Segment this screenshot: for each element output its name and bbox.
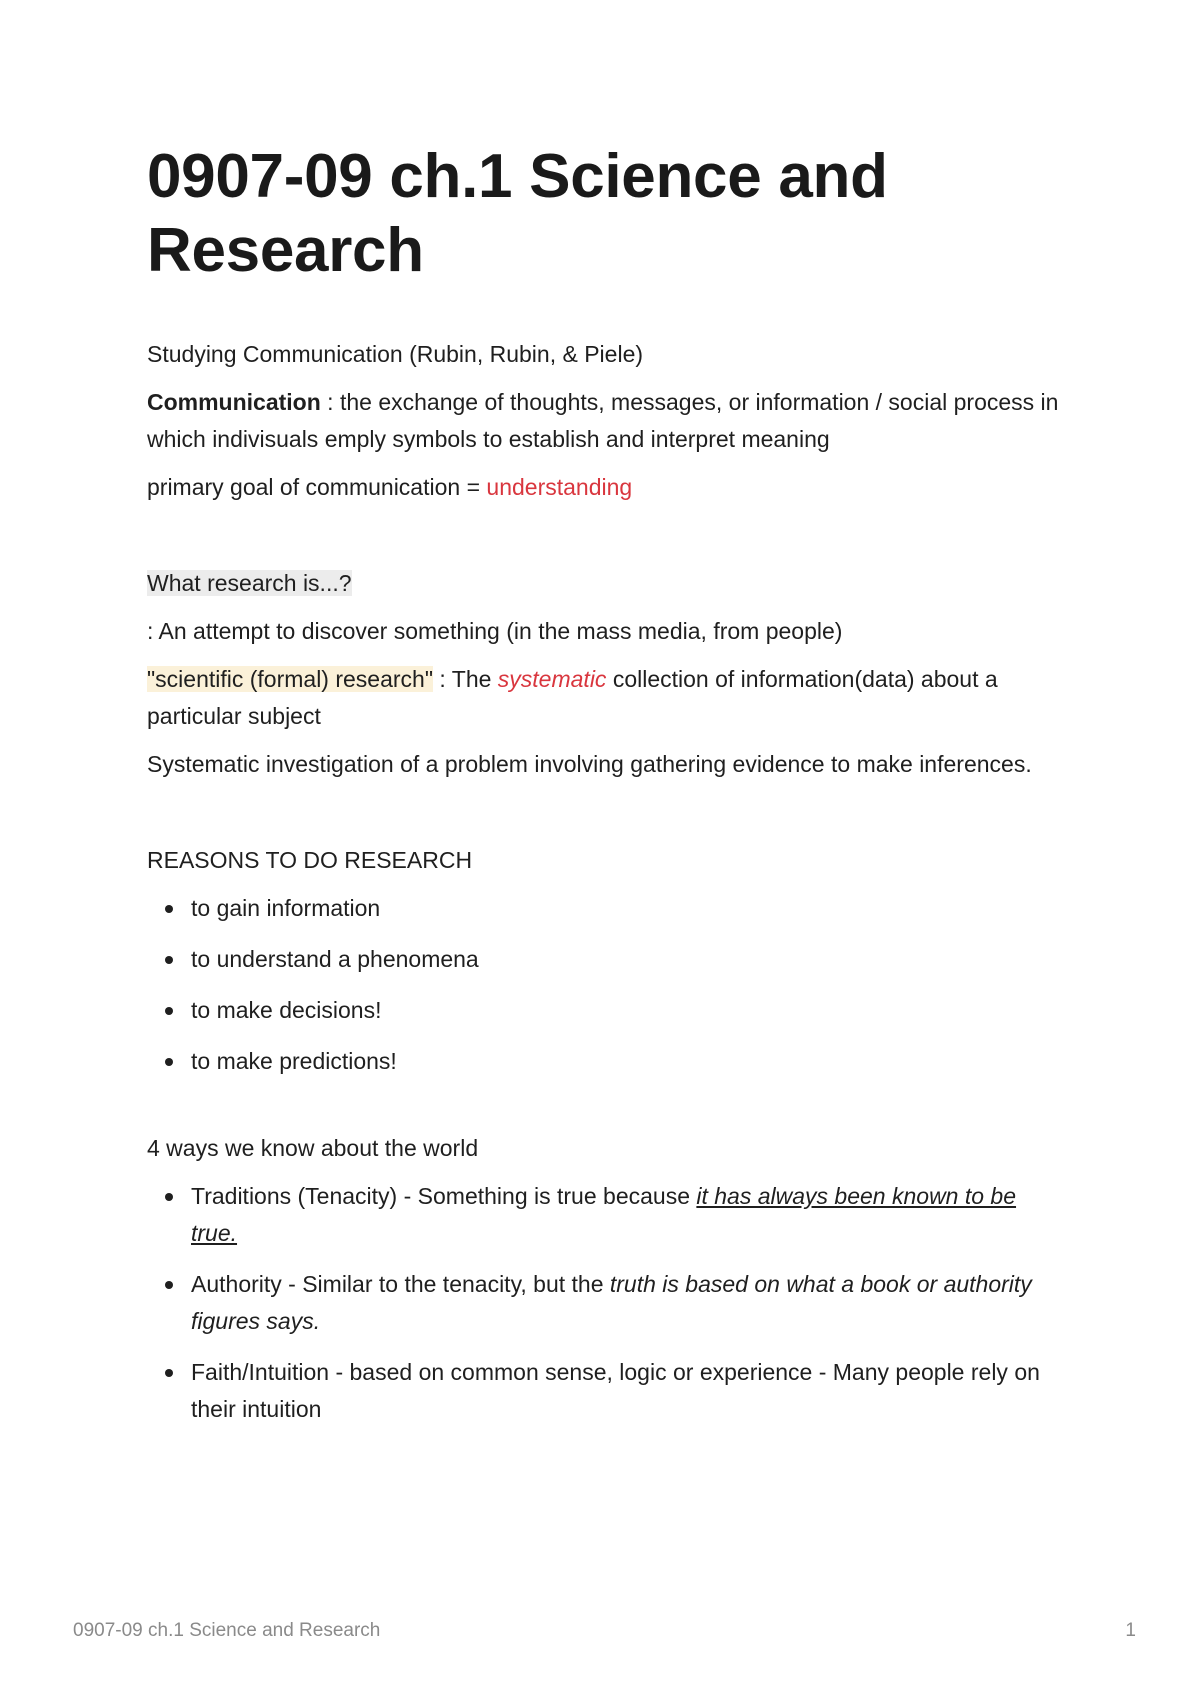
ways-list [147,1178,1067,1428]
reasons-list [147,890,1067,1080]
scientific-research-emph: systematic [497,666,607,692]
way-text: Authority - Similar to the tenacity, but the [191,1271,610,1297]
primary-goal-text: primary goal of communication = [147,474,487,500]
way-text: Faith/Intuition - based on common sense, logic or experience - Many people rely on their intuition [191,1359,1040,1422]
ways-heading: 4 ways we know about the world [147,1135,479,1161]
scientific-research-post: collection of information(data) about a particular subject [147,666,998,729]
reason-text: to make decisions! [191,997,382,1023]
list-item [191,1354,1067,1428]
bullet-icon [165,956,173,964]
scientific-research-line [147,661,1067,735]
bullet-icon [165,1281,173,1289]
spacer [147,1094,1067,1130]
list-item [191,1043,1067,1080]
reasons-heading: REASONS TO DO RESEARCH [147,847,473,873]
primary-goal-highlight: understanding [486,474,633,500]
bullet-icon [165,1007,173,1015]
spacer [147,794,1067,842]
communication-term: Communication [147,389,321,415]
primary-goal-line [147,469,1067,506]
way-emphasis: truth is based on what a book or authority figures says. [191,1271,1032,1334]
scientific-research-pre: : The [433,666,498,692]
document-content [147,140,1067,1442]
page-title: 0907-09 ch.1 Science and Research [147,142,888,285]
list-item [191,1178,1067,1252]
list-item [191,1266,1067,1340]
research-attempt: : An attempt to discover something (in the mass media, from people) [147,618,843,644]
communication-text: : the exchange of thoughts, messages, or information / social process in which indivisuals emply symbols to establish and interpret meaning [147,389,1059,452]
reason-text: to make predictions! [191,1048,397,1074]
reason-text: to gain information [191,895,381,921]
research-heading: What research is...? [147,570,352,596]
systematic-investigation: Systematic investigation of a problem involving gathering evidence to make inferences. [147,751,1032,777]
bullet-icon [165,1369,173,1377]
bullet-icon [165,905,173,913]
footer-doc-title: 0907-09 ch.1 Science and Research [73,1620,381,1641]
bullet-icon [165,1058,173,1066]
way-emphasis: it has always been known to be true. [191,1183,1017,1246]
communication-definition [147,384,1067,458]
list-item [191,992,1067,1029]
footer-page-number: 1 [1125,1620,1136,1641]
list-item [191,941,1067,978]
reason-text: to understand a phenomena [191,946,479,972]
bullet-icon [165,1193,173,1201]
spacer [147,517,1067,565]
research-heading-line [147,565,1067,602]
way-text: Traditions (Tenacity) - Something is true because [191,1183,697,1209]
scientific-research-term: "scientific (formal) research" [147,666,434,692]
list-item [191,890,1067,927]
subtitle-line: Studying Communication (Rubin, Rubin, & Piele) [147,341,644,367]
